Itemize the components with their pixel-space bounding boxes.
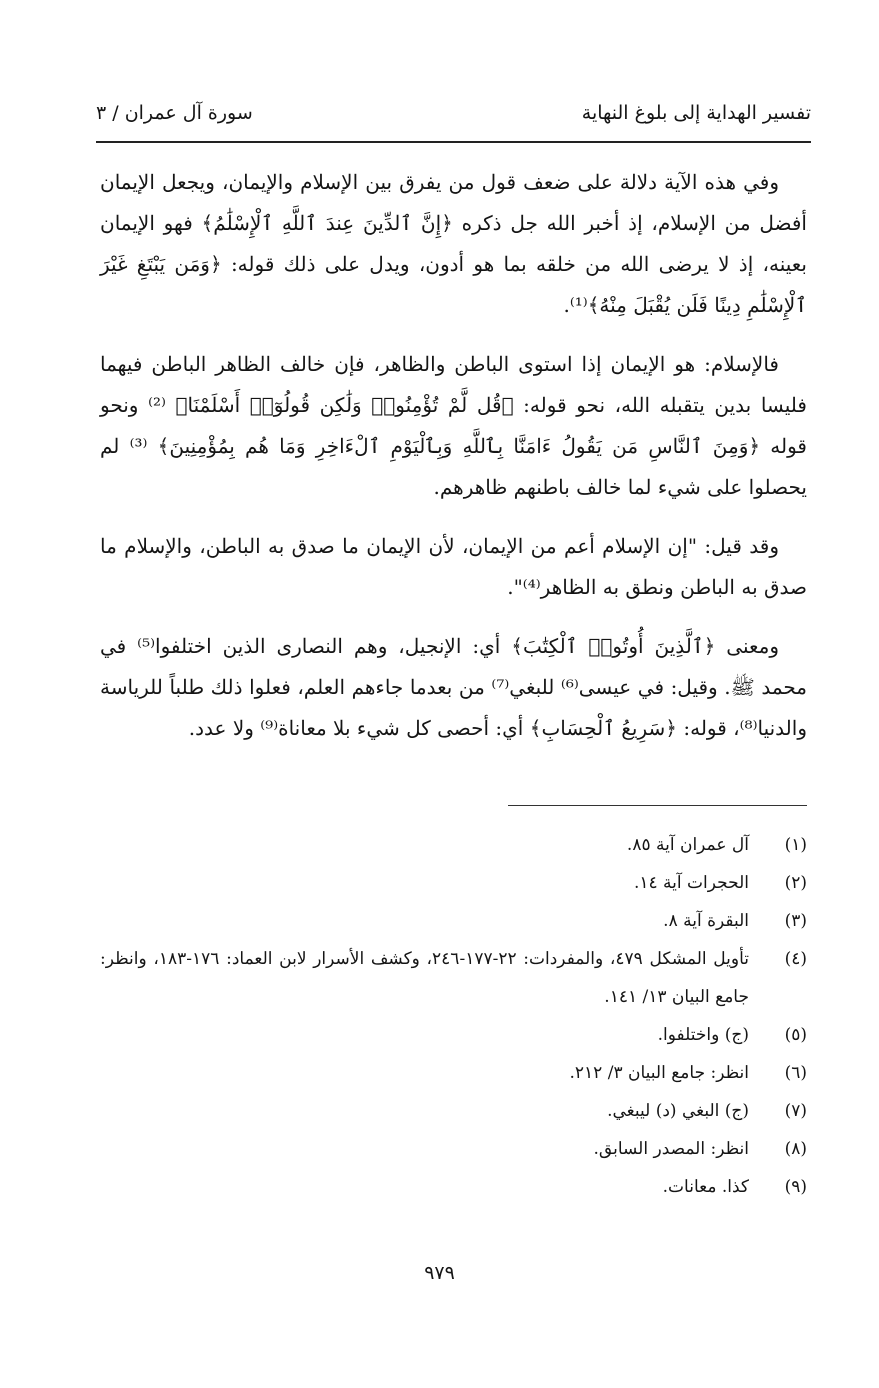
footnote-text: انظر: جامع البيان ٣/ ٢١٢. (569, 1063, 749, 1083)
footnote (100, 1130, 807, 1168)
footnote (100, 1092, 807, 1130)
footnote-number: (١) (784, 835, 807, 855)
footnote (100, 940, 807, 1016)
footnote-text: انظر: المصدر السابق. (593, 1139, 749, 1159)
footnote-text: (ج) البغي (د) ليبغي. (607, 1101, 749, 1121)
footnote-text: كذا. معانات. (662, 1177, 749, 1197)
footnote-text: (ج) واختلفوا. (657, 1025, 749, 1045)
footnote-text: آل عمران آية ٨٥. (626, 835, 749, 855)
footnote-number: (٩) (784, 1177, 807, 1197)
page-number: ٩٧٩ (424, 1262, 455, 1284)
footnote (100, 1016, 807, 1054)
footnote-rule (508, 805, 807, 806)
footnote (100, 826, 807, 864)
header-rule (96, 141, 811, 143)
main-text (100, 162, 807, 767)
running-header (96, 96, 811, 136)
footnote (100, 902, 807, 940)
footnote (100, 864, 807, 902)
footnote-number: (٦) (784, 1063, 807, 1083)
footnote-text: الحجرات آية ١٤. (633, 873, 749, 893)
footnote-number: (٧) (784, 1101, 807, 1121)
paragraph: فالإسلام: هو الإيمان إذا استوى الباطن والظاهر، فإن خالف الظاهر الباطن فيهما فليسا بدين يتقبله الله، نحو قوله: ﴿قُل لَّمْ تُؤْمِنُوا۟ وَلَٰكِن قُولُوٓا۟ أَسْلَمْنَا﴾ ⁽²⁾ ونحو قوله ﴿وَمِنَ ٱلنَّاسِ مَن يَقُولُ ءَامَنَّا بِٱللَّهِ وَبِٱلْيَوْمِ ٱلْءَاخِرِ وَمَا هُم بِمُؤْمِنِينَ﴾ ⁽³⁾ لم يحصلوا على شيء لما خالف باطنهم ظاهرهم. (100, 352, 807, 499)
footnote-text: البقرة آية ٨. (663, 911, 749, 931)
footnote-number: (٢) (784, 873, 807, 893)
footnote-text: تأويل المشكل ٤٧٩، والمفردات: ٢٢-١٧٧-٢٤٦، وكشف الأسرار لابن العماد: ١٧٦-١٨٣، وانظر: جامع البيان ١٣/ ١٤١. (100, 949, 750, 1007)
book-title: تفسير الهداية إلى بلوغ النهاية (581, 102, 811, 124)
footnote (100, 1168, 807, 1206)
footnote-number: (٣) (784, 911, 807, 931)
footnote (100, 1054, 807, 1092)
footnotes (100, 826, 807, 1206)
footnote-number: (٥) (784, 1025, 807, 1045)
footnote-number: (٤) (784, 949, 807, 969)
paragraph: وقد قيل: "إن الإسلام أعم من الإيمان، لأن الإيمان ما صدق به الباطن، والإسلام ما صدق به الباطن ونطق به الظاهر⁽⁴⁾". (100, 534, 807, 599)
surah-page-label: سورة آل عمران / ٣ (96, 102, 253, 124)
footnote-number: (٨) (784, 1139, 807, 1159)
paragraph: وفي هذه الآية دلالة على ضعف قول من يفرق بين الإسلام والإيمان، ويجعل الإيمان أفضل من الإسلام، إذ أخبر الله جل ذكره ﴿إِنَّ ٱلدِّينَ عِندَ ٱللَّهِ ٱلْإِسْلَٰمُ﴾ فهو الإيمان بعينه، إذ لا يرضى الله من خلقه بما هو أدون، ويدل على ذلك قوله: ﴿وَمَن يَبْتَغِ غَيْرَ ٱلْإِسْلَٰمِ دِينًا فَلَن يُقْبَلَ مِنْهُ﴾⁽¹⁾. (100, 170, 807, 317)
paragraph: ومعنى ﴿ٱلَّذِينَ أُوتُوا۟ ٱلْكِتَٰبَ﴾ أي: الإنجيل، وهم النصارى الذين اختلفوا⁽⁵⁾ في محمد ﷺ. وقيل: في عيسى⁽⁶⁾ للبغي⁽⁷⁾ من بعدما جاءهم العلم، فعلوا ذلك طلباً للرياسة والدنيا⁽⁸⁾، قوله: ﴿سَرِيعُ ٱلْحِسَابِ﴾ أي: أحصى كل شيء بلا معاناة⁽⁹⁾ ولا عدد. (100, 634, 808, 740)
